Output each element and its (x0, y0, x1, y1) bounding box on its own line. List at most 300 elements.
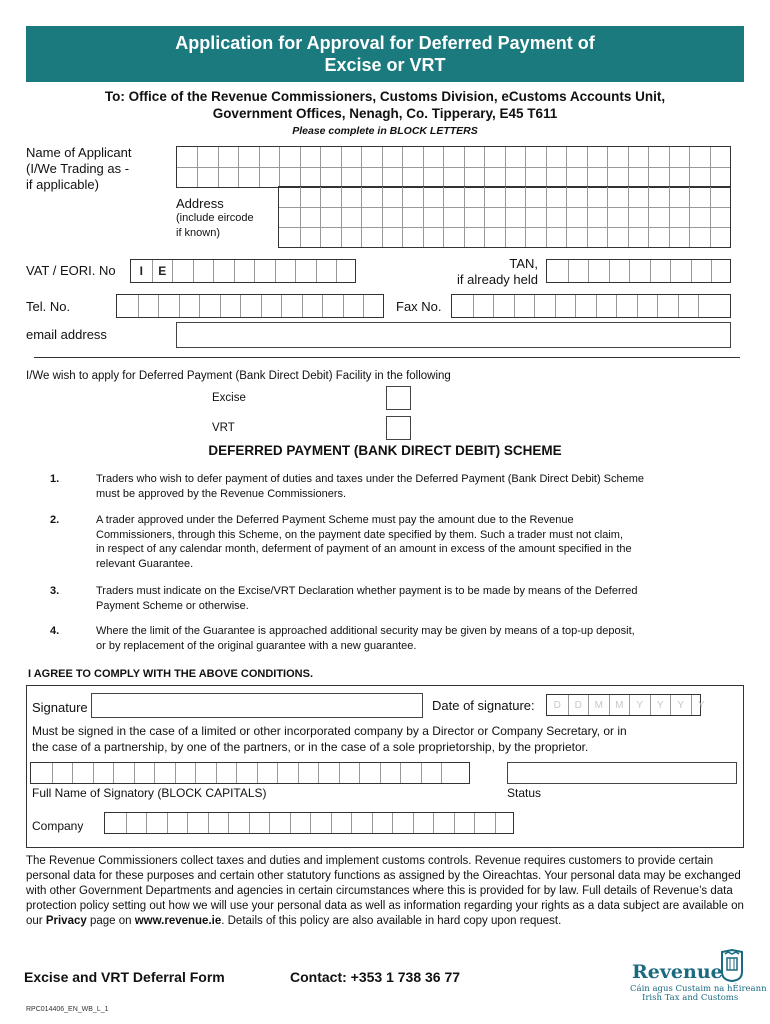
tel-grid[interactable] (116, 294, 384, 318)
grid-cell[interactable] (318, 763, 339, 783)
grid-cell[interactable] (113, 763, 134, 783)
grid-cell[interactable]: I (139, 264, 143, 278)
grid-cell[interactable] (400, 763, 421, 783)
grid-cell[interactable] (177, 168, 197, 187)
grid-cell[interactable] (555, 295, 576, 317)
condition-2-line: in respect of any calendar month, deferment of payment of an amount in excess of the amount specified in the (96, 543, 632, 555)
grid-cell[interactable] (546, 187, 567, 207)
grid-cell[interactable] (689, 168, 709, 187)
grid-cell[interactable] (363, 295, 384, 317)
grid-cell[interactable] (607, 147, 627, 167)
grid-cell[interactable] (628, 208, 649, 227)
privacy-text-mid: page on (86, 915, 135, 927)
privacy-link[interactable]: Privacy (45, 915, 87, 927)
grid-cell[interactable] (587, 147, 607, 167)
grid-cell[interactable] (261, 295, 282, 317)
grid-cell[interactable] (402, 187, 423, 207)
grid-cell[interactable] (259, 168, 279, 187)
date-of-signature-grid[interactable] (546, 694, 705, 716)
addressee-line-2: Government Offices, Nenagh, Co. Tipperary, E45 T611 (212, 106, 558, 121)
grid-cell[interactable] (505, 228, 526, 247)
grid-cell[interactable] (193, 260, 214, 282)
grid-cell[interactable] (382, 147, 402, 167)
grid-cell[interactable] (484, 187, 505, 207)
grid-cell[interactable] (691, 260, 712, 282)
grid-cell[interactable] (464, 208, 485, 227)
grid-cell[interactable] (208, 813, 229, 833)
grid-cell[interactable] (277, 763, 298, 783)
grid-cell[interactable] (710, 228, 731, 247)
grid-cell[interactable] (300, 187, 321, 207)
grid-cell[interactable] (587, 228, 608, 247)
grid-cell[interactable] (216, 763, 237, 783)
grid-cell[interactable] (279, 208, 300, 227)
addressee-block (20, 88, 750, 122)
grid-cell[interactable] (341, 187, 362, 207)
full-name-grid[interactable] (30, 762, 470, 784)
form-title-band (26, 26, 744, 82)
grid-cell[interactable] (382, 187, 403, 207)
grid-cell[interactable] (320, 228, 341, 247)
grid-cell[interactable] (525, 187, 546, 207)
grid-cell[interactable] (392, 813, 413, 833)
vrt-checkbox[interactable] (386, 416, 411, 440)
tan-label-2: if already held (457, 272, 538, 287)
email-field[interactable] (176, 322, 731, 348)
grid-cell[interactable] (484, 208, 505, 227)
grid-cell[interactable] (175, 763, 196, 783)
applicant-name-label-2: (I/We Trading as - (26, 161, 130, 176)
grid-cell[interactable] (464, 168, 484, 187)
grid-cell[interactable] (320, 208, 341, 227)
grid-cell[interactable] (52, 763, 73, 783)
grid-cell[interactable] (505, 168, 525, 187)
condition-4-line: Where the limit of the Guarantee is approached additional security may be given by means of a top-up deposit, (96, 625, 635, 637)
grid-cell[interactable] (669, 228, 690, 247)
grid-cell[interactable] (238, 168, 258, 187)
grid-cell[interactable] (525, 228, 546, 247)
grid-cell[interactable] (341, 147, 361, 167)
grid-cell[interactable] (361, 187, 382, 207)
grid-cell[interactable] (341, 208, 362, 227)
grid-cell[interactable] (628, 147, 648, 167)
grid-cell[interactable] (505, 208, 526, 227)
grid-cell[interactable] (596, 295, 617, 317)
grid-cell[interactable] (711, 260, 732, 282)
grid-cell[interactable] (218, 168, 238, 187)
grid-cell[interactable] (343, 295, 364, 317)
grid-cell[interactable] (310, 813, 331, 833)
addressee-line-1: To: Office of the Revenue Commissioners, Customs Division, eCustoms Accounts Unit, (104, 89, 666, 104)
grid-cell[interactable] (669, 147, 689, 167)
condition-2-line: A trader approved under the Deferred Payment Scheme must pay the amount due to the Revenue (96, 514, 574, 526)
revenue-logo-wordmark: Revenue (632, 961, 723, 983)
address-grid[interactable] (278, 186, 731, 248)
grid-cell[interactable] (320, 187, 341, 207)
grid-cell[interactable] (710, 147, 730, 167)
grid-cell[interactable] (31, 763, 52, 783)
grid-cell[interactable] (454, 813, 475, 833)
grid-cell[interactable] (493, 295, 514, 317)
grid-cell[interactable] (218, 147, 238, 167)
apply-intro: I/We wish to apply for Deferred Payment (Bank Direct Debit) Facility in the following (26, 370, 451, 382)
grid-cell[interactable] (568, 260, 589, 282)
condition-2-number: 2. (50, 514, 60, 526)
grid-cell[interactable] (546, 208, 567, 227)
grid-cell[interactable] (443, 187, 464, 207)
grid-cell[interactable] (433, 813, 454, 833)
grid-cell[interactable] (566, 147, 586, 167)
grid-cell[interactable] (587, 187, 608, 207)
grid-cell[interactable] (279, 147, 299, 167)
grid-cell[interactable] (464, 147, 484, 167)
address-hint-1: (include eircode (176, 212, 254, 224)
grid-row (279, 207, 730, 227)
grid-cell[interactable] (300, 147, 320, 167)
grid-cell[interactable] (341, 228, 362, 247)
grid-cell[interactable] (648, 187, 669, 207)
revenue-logo-english: Irish Tax and Customs (642, 993, 739, 1003)
grid-cell[interactable] (361, 208, 382, 227)
grid-cell[interactable] (234, 260, 255, 282)
condition-4-number: 4. (50, 625, 60, 637)
grid-cell[interactable] (380, 763, 401, 783)
grid-cell[interactable] (423, 228, 444, 247)
grid-cell[interactable] (678, 295, 699, 317)
grid-cell[interactable] (179, 295, 200, 317)
grid-cell[interactable] (452, 295, 473, 317)
grid-cell[interactable] (167, 813, 188, 833)
date-of-signature-label: Date of signature: (432, 698, 535, 713)
grid-cell[interactable] (629, 260, 650, 282)
condition-3-number: 3. (50, 585, 60, 597)
grid-cell[interactable] (710, 168, 730, 187)
grid-cell[interactable] (236, 763, 257, 783)
grid-cell[interactable] (670, 260, 691, 282)
grid-cell[interactable] (484, 228, 505, 247)
grid-cell[interactable] (154, 763, 175, 783)
grid-cell[interactable] (172, 260, 193, 282)
grid-cell[interactable] (689, 147, 709, 167)
form-reference: RPC014406_EN_WB_L_1 (26, 1006, 109, 1013)
condition-3-text (96, 584, 638, 613)
scheme-title: DEFERRED PAYMENT (BANK DIRECT DEBIT) SCHEME (208, 443, 562, 458)
fax-grid[interactable] (451, 294, 731, 318)
grid-cell[interactable] (279, 228, 300, 247)
fax-label: Fax No. (396, 299, 442, 314)
grid-cell[interactable] (117, 295, 138, 317)
grid-cell[interactable] (259, 147, 279, 167)
grid-cell[interactable] (441, 763, 462, 783)
grid-cell[interactable] (495, 813, 516, 833)
tan-grid[interactable] (546, 259, 731, 283)
grid-cell[interactable] (320, 168, 340, 187)
revenue-website-link[interactable]: www.revenue.ie (134, 915, 222, 927)
grid-cell[interactable] (607, 208, 628, 227)
grid-cell[interactable] (464, 228, 485, 247)
grid-cell[interactable] (382, 208, 403, 227)
tan-label-1: TAN, (509, 256, 538, 271)
grid-cell[interactable] (648, 208, 669, 227)
company-grid[interactable] (104, 812, 514, 834)
grid-cell[interactable] (298, 763, 319, 783)
applicant-name-label-3: if applicable) (26, 177, 99, 192)
applicant-name-label (26, 145, 132, 193)
excise-checkbox[interactable] (386, 386, 411, 410)
grid-cell[interactable] (689, 187, 710, 207)
grid-cell[interactable] (423, 168, 443, 187)
grid-cell[interactable] (525, 208, 546, 227)
grid-cell[interactable] (588, 260, 609, 282)
grid-cell[interactable] (249, 813, 270, 833)
grid-cell[interactable] (146, 813, 167, 833)
grid-cell[interactable] (177, 147, 197, 167)
grid-cell[interactable] (566, 168, 586, 187)
grid-cell[interactable] (637, 295, 658, 317)
condition-1-number: 1. (50, 473, 60, 485)
grid-cell[interactable] (669, 208, 690, 227)
condition-2-line: relevant Guarantee. (96, 557, 194, 570)
grid-cell[interactable] (525, 147, 545, 167)
address-label: Address (176, 196, 224, 211)
condition-4-line: or by replacement of the original guarantee with a new guarantee. (96, 639, 417, 652)
grid-cell[interactable] (607, 168, 627, 187)
grid-cell[interactable] (134, 763, 155, 783)
grid-cell[interactable] (650, 260, 671, 282)
condition-1-line: must be approved by the Revenue Commissioners. (96, 487, 347, 500)
condition-3-line: Payment Scheme or otherwise. (96, 599, 249, 612)
grid-row (279, 227, 730, 247)
condition-2-text (96, 513, 632, 571)
grid-cell[interactable] (213, 260, 234, 282)
privacy-text-start: The Revenue Commissioners collect taxes and duties and implement customs controls. Revenue requires customers to provide certain personal data for these purposes and certain other statutory functions as assigned by the Oireachtas. Your personal data may be exchanged with other Government Departments and agencies in certain circumstances where this is provided for by law. Full details of Revenue’s data protection policy setting out how we will use your personal data as well as information regarding your rights as a data subject are available on our (26, 855, 744, 927)
grid-cell[interactable] (566, 228, 587, 247)
grid-cell[interactable] (546, 228, 567, 247)
grid-cell[interactable] (300, 168, 320, 187)
grid-cell[interactable] (300, 208, 321, 227)
grid-cell[interactable] (240, 295, 261, 317)
grid-cell[interactable] (689, 228, 710, 247)
grid-cell[interactable] (421, 763, 442, 783)
grid-cell[interactable] (484, 168, 504, 187)
grid-cell[interactable] (402, 228, 423, 247)
grid-cell[interactable] (238, 147, 258, 167)
section-divider (34, 357, 740, 358)
form-title-line-2: Excise or VRT (324, 55, 446, 75)
company-label: Company (32, 819, 84, 833)
grid-cell[interactable] (197, 147, 217, 167)
address-hint-2: if known) (176, 227, 221, 239)
vat-eori-grid[interactable] (130, 259, 356, 283)
grid-cell[interactable]: D (568, 695, 589, 715)
status-label: Status (507, 786, 542, 800)
grid-cell[interactable] (72, 763, 93, 783)
grid-cell[interactable] (382, 168, 402, 187)
grid-cell[interactable] (525, 168, 545, 187)
grid-cell[interactable] (587, 208, 608, 227)
signing-note-line-1: Must be signed in the case of a limited or other incorporated company by a Director or Company Secretary, or in (32, 724, 627, 738)
grid-cell[interactable] (473, 295, 494, 317)
grid-cell[interactable] (657, 295, 678, 317)
grid-cell[interactable] (689, 208, 710, 227)
grid-cell[interactable] (320, 147, 340, 167)
grid-cell[interactable] (361, 168, 381, 187)
grid-cell[interactable]: M (588, 695, 609, 715)
grid-cell[interactable] (331, 813, 352, 833)
grid-cell[interactable] (628, 168, 648, 187)
grid-cell[interactable] (361, 147, 381, 167)
condition-4-text (96, 624, 635, 653)
full-name-label: Full Name of Signatory (BLOCK CAPITALS) (32, 786, 267, 800)
grid-cell[interactable] (339, 763, 360, 783)
grid-cell[interactable] (300, 228, 321, 247)
excise-label: Excise (212, 392, 246, 404)
grid-cell[interactable] (279, 168, 299, 187)
vat-eori-label: VAT / EORI. No (26, 263, 116, 278)
grid-cell[interactable] (648, 168, 668, 187)
grid-cell[interactable] (607, 187, 628, 207)
grid-cell[interactable] (290, 813, 311, 833)
grid-cell[interactable] (514, 295, 535, 317)
condition-1-text (96, 472, 644, 501)
condition-3-line: Traders must indicate on the Excise/VRT Declaration whether payment is to be made by means of the Deferred (96, 585, 638, 597)
grid-cell[interactable] (359, 763, 380, 783)
status-field[interactable] (507, 762, 737, 784)
grid-cell[interactable] (546, 168, 566, 187)
grid-cell[interactable] (484, 147, 504, 167)
grid-cell[interactable] (158, 295, 179, 317)
grid-row (177, 147, 730, 167)
grid-cell[interactable] (669, 187, 690, 207)
grid-cell[interactable] (413, 813, 434, 833)
grid-cell[interactable] (443, 208, 464, 227)
grid-cell[interactable] (607, 228, 628, 247)
grid-cell[interactable]: Y (650, 695, 671, 715)
privacy-text-end: . Details of this policy are also available in hard copy upon request. (221, 915, 562, 927)
grid-cell[interactable] (546, 147, 566, 167)
grid-cell[interactable] (566, 187, 587, 207)
grid-cell[interactable] (423, 147, 443, 167)
grid-cell[interactable]: Y (629, 695, 650, 715)
address-hint (176, 211, 254, 241)
grid-cell[interactable] (710, 187, 731, 207)
grid-cell[interactable] (281, 295, 302, 317)
grid-cell[interactable] (402, 147, 422, 167)
grid-cell[interactable] (547, 260, 568, 282)
grid-cell[interactable] (187, 813, 208, 833)
grid-cell[interactable] (341, 168, 361, 187)
vrt-label: VRT (212, 422, 235, 434)
grid-cell[interactable] (302, 295, 323, 317)
grid-cell[interactable]: M (609, 695, 630, 715)
grid-cell[interactable] (372, 813, 393, 833)
grid-cell[interactable] (220, 295, 241, 317)
grid-cell[interactable] (295, 260, 316, 282)
signing-note-line-2: the case of a partnership, by one of the partners, or in the case of a sole proprietorship, by the proprietor. (32, 740, 589, 754)
grid-cell[interactable] (423, 208, 444, 227)
signature-label: Signature (32, 700, 88, 715)
agreement-title: I AGREE TO COMPLY WITH THE ABOVE CONDITIONS. (28, 668, 314, 680)
tan-label (420, 256, 538, 288)
grid-cell[interactable] (322, 295, 343, 317)
block-letters-note: Please complete in BLOCK LETTERS (292, 125, 478, 137)
grid-cell[interactable]: E (152, 260, 173, 282)
grid-cell[interactable] (628, 228, 649, 247)
grid-cell[interactable] (351, 813, 372, 833)
grid-cell[interactable] (316, 260, 337, 282)
grid-cell[interactable] (402, 168, 422, 187)
signature-field[interactable] (91, 693, 423, 718)
grid-cell[interactable] (269, 813, 290, 833)
grid-cell[interactable] (505, 147, 525, 167)
grid-cell[interactable] (609, 260, 630, 282)
signing-requirement-note (32, 723, 627, 755)
applicant-name-label-1: Name of Applicant (26, 145, 132, 160)
grid-cell[interactable] (195, 763, 216, 783)
grid-cell[interactable] (648, 228, 669, 247)
grid-cell[interactable] (648, 147, 668, 167)
grid-cell[interactable] (474, 813, 495, 833)
grid-cell[interactable] (197, 168, 217, 187)
grid-cell[interactable] (382, 228, 403, 247)
grid-cell[interactable] (402, 208, 423, 227)
grid-cell[interactable] (126, 813, 147, 833)
grid-cell[interactable] (443, 168, 463, 187)
applicant-name-grid[interactable] (176, 146, 731, 188)
grid-cell[interactable] (199, 295, 220, 317)
grid-cell[interactable] (254, 260, 275, 282)
grid-cell[interactable] (628, 187, 649, 207)
grid-cell[interactable] (443, 228, 464, 247)
grid-cell[interactable]: Y (691, 695, 712, 715)
grid-cell[interactable] (361, 228, 382, 247)
privacy-notice (26, 854, 744, 929)
grid-row (177, 167, 730, 187)
condition-1-line: Traders who wish to defer payment of duties and taxes under the Deferred Payment (Bank Direct Debit) Scheme (96, 473, 645, 485)
grid-row (279, 187, 730, 207)
tel-label: Tel. No. (26, 299, 71, 314)
grid-cell[interactable] (534, 295, 555, 317)
grid-cell[interactable] (616, 295, 637, 317)
grid-cell[interactable] (105, 813, 126, 833)
grid-cell[interactable] (138, 295, 159, 317)
grid-cell[interactable] (279, 187, 300, 207)
footer-form-name: Excise and VRT Deferral Form (24, 969, 225, 985)
condition-2-line: Commissioners, through this Scheme, on the payment date specified by them. Such a trader must not claim, (96, 528, 624, 541)
footer-contact: Contact: +353 1 738 36 77 (290, 969, 461, 985)
grid-cell[interactable] (443, 147, 463, 167)
grid-cell[interactable] (575, 295, 596, 317)
form-title-line-1: Application for Approval for Deferred Payment of (175, 33, 595, 53)
grid-cell[interactable] (505, 187, 526, 207)
grid-cell[interactable]: D (553, 699, 561, 711)
revenue-logo-irish: Cáin agus Custaim na hÉireann (630, 984, 767, 994)
grid-cell[interactable] (698, 295, 719, 317)
grid-cell[interactable] (710, 208, 731, 227)
grid-cell[interactable] (669, 168, 689, 187)
email-label: email address (26, 327, 107, 342)
grid-cell[interactable] (228, 813, 249, 833)
grid-cell[interactable] (93, 763, 114, 783)
grid-cell[interactable] (566, 208, 587, 227)
grid-cell[interactable] (257, 763, 278, 783)
grid-cell[interactable] (464, 187, 485, 207)
grid-cell[interactable] (587, 168, 607, 187)
grid-cell[interactable] (423, 187, 444, 207)
grid-cell[interactable] (275, 260, 296, 282)
grid-cell[interactable]: Y (670, 695, 691, 715)
grid-cell[interactable] (336, 260, 357, 282)
